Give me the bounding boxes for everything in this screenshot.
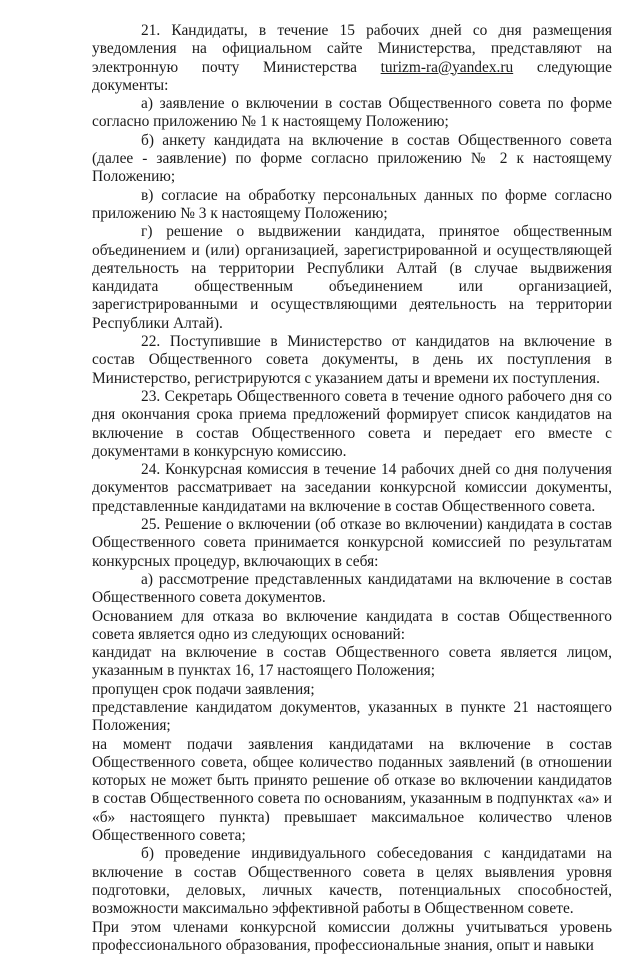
email-link[interactable]: turizm-ra@yandex.ru xyxy=(380,58,514,76)
paragraph-21-g: г) решение о выдвижении кандидата, принятое общественным объединением и (или) организацией, зарегистрированной и осуществляющей деятельность на территории Республики Алтай (в случае выдвижения кандидата общественным объединением или организацией, зарегистрированными и осуществляющими деятельность на территории Республики Алтай). xyxy=(92,223,612,332)
paragraph-21-v: в) согласие на обработку персональных данных по форме согласно приложению № 3 к настоящему Положению; xyxy=(92,186,612,222)
paragraph-25-reason-4: на момент подачи заявления кандидатами на включение в состав Общественного совета, общее количество поданных заявлений (в отношении которых не может быть принято решение об отказе во включении кандидатов в состав Общественного совета по основаниям, указанным в подпунктах «а» и «б» настоящего пункта) превышает максимальное количество членов Общественного совета; xyxy=(92,735,612,845)
paragraph-21-b: б) анкету кандидата на включение в состав Общественного совета (далее - заявление) по форме согласно приложению № 2 к настоящему Положению; xyxy=(92,131,612,186)
paragraph-25-reason-2: пропущен срок подачи заявления; xyxy=(92,680,315,698)
paragraph-25-a: а) рассмотрение представленных кандидатами на включение в состав Общественного совета документов. xyxy=(92,570,612,607)
paragraph-21-a: а) заявление о включении в состав Общественного совета по форме согласно приложению № 1 к настоящему Положению; xyxy=(92,95,612,131)
paragraph-25-reason-3: представление кандидатом документов, указанных в пункте 21 настоящего Положения; xyxy=(92,698,612,735)
paragraph-25-reason-1: кандидат на включение в состав Общественного совета является лицом, указанным в пунктах 16, 17 настоящего Положения; xyxy=(92,644,612,680)
paragraph-22: 22. Поступившие в Министерство от кандидатов на включение в состав Общественного совета документы, в день их поступления в Министерство, регистрируются с указанием даты и времени их поступления. xyxy=(92,333,612,387)
paragraph-23: 23. Секретарь Общественного совета в течение одного рабочего дня со дня окончания срока приема предложений формирует список кандидатов на включение в состав Общественного совета и передает его вместе с документами в конкурсную комиссию. xyxy=(92,387,612,460)
paragraph-25-grounds: Основанием для отказа во включение кандидата в состав Общественного совета является одно из следующих оснований: xyxy=(92,607,612,643)
paragraph-24: 24. Конкурсная комиссия в течение 14 рабочих дней со дня получения документов рассматривает на заседании конкурсной комиссии документы, представленные кандидатами на включение в состав Общественного совета. xyxy=(92,461,612,515)
paragraph-21: 21. Кандидаты, в течение 15 рабочих дней со дня размещения уведомления на официальном сайте Министерства, представляют на электронную почту Министерства turizm-ra@yandex.ru следующие документы: xyxy=(92,22,612,94)
paragraph-25: 25. Решение о включении (об отказе во включении) кандидата в состав Общественного совета принимается конкурсной комиссией по результатам конкурсных процедур, включающих в себя: xyxy=(92,516,612,570)
paragraph-25-final: При этом членами конкурсной комиссии должны учитываться уровень профессионального образования, профессиональные знания, опыт и навыки xyxy=(92,918,612,954)
paragraph-25-b: б) проведение индивидуального собеседования с кандидатами на включение в состав Общественного совета в целях выявления уровня подготовки, деловых, личных качеств, потенциальных способностей, возможности максимально эффективной работы в Общественном совете. xyxy=(92,845,612,918)
